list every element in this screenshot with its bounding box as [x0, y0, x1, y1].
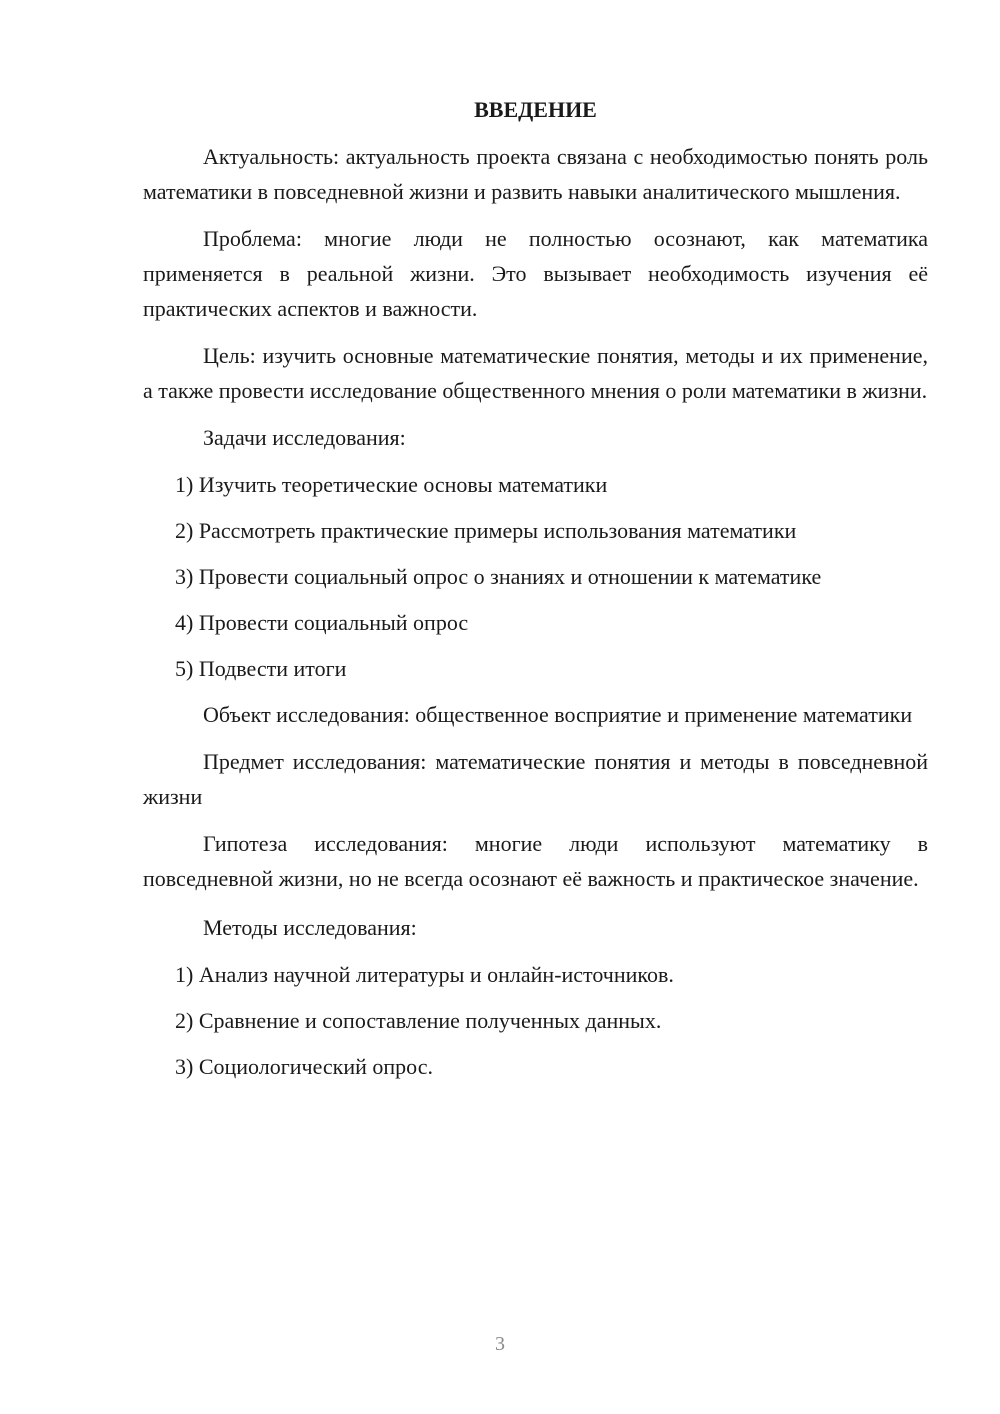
hypothesis-paragraph: Гипотеза исследования: многие люди используют математику в повседневной жизни, но не всегда осознают её важность и практическое значение.: [143, 831, 928, 891]
page-content: [143, 92, 928, 1095]
goal-paragraph: Цель: изучить основные математические понятия, методы и их применение, а также провести исследование общественного мнения о роли математики в жизни.: [143, 343, 928, 403]
section-heading: ВВЕДЕНИЕ: [474, 97, 597, 122]
methods-heading: Методы исследования:: [203, 915, 417, 940]
list-item: 4) Провести социальный опрос: [175, 610, 469, 635]
methods-list: [143, 957, 928, 1084]
subject-paragraph: Предмет исследования: математические понятия и методы в повседневной жизни: [143, 749, 928, 809]
object-paragraph: Объект исследования: общественное восприятие и применение математики: [203, 702, 913, 727]
list-item: 5) Подвести итоги: [175, 656, 347, 681]
list-item: 1) Анализ научной литературы и онлайн-источников.: [175, 962, 674, 987]
tasks-list: [143, 467, 928, 686]
list-item: 2) Сравнение и сопоставление полученных данных.: [175, 1008, 662, 1033]
list-item: 3) Социологический опрос.: [175, 1054, 433, 1079]
page-number: 3: [495, 1333, 505, 1355]
list-item: 3) Провести социальный опрос о знаниях и отношении к математике: [175, 564, 822, 589]
list-item: 1) Изучить теоретические основы математики: [175, 472, 608, 497]
relevance-paragraph: Актуальность: актуальность проекта связана с необходимостью понять роль математики в повседневной жизни и развить навыки аналитического мышления.: [143, 144, 928, 204]
problem-paragraph: Проблема: многие люди не полностью осознают, как математика применяется в реальной жизни. Это вызывает необходимость изучения её практических аспектов и важности.: [143, 226, 928, 321]
tasks-heading: Задачи исследования:: [203, 425, 406, 450]
list-item: 2) Рассмотреть практические примеры использования математики: [175, 518, 797, 543]
